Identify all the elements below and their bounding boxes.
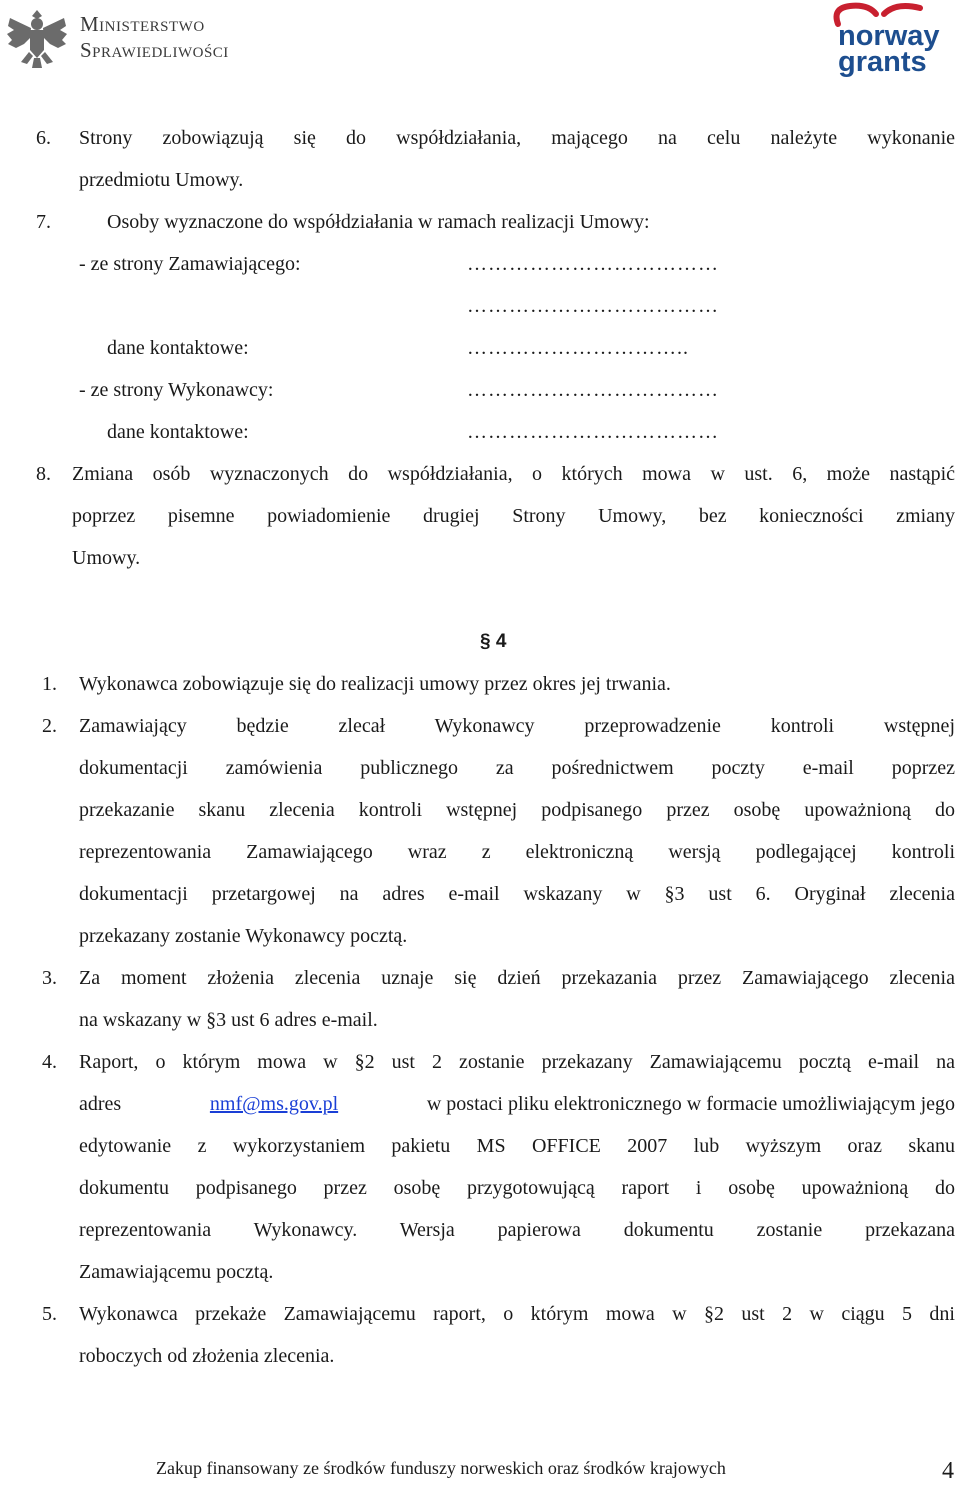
paragraph-line: dokumentacji zamówienia publicznego za pośrednictwem poczty e-mail poprzez [79,757,955,779]
eagle-emblem-icon [4,4,70,72]
paragraph-line: dokumentacji przetargowej na adres e-mail wskazany w §3 ust 6. Oryginał zlecenia [79,883,955,905]
ordering-party-label: - ze strony Zamawiającego: [79,253,301,275]
item-number: 7. [36,211,51,233]
paragraph-line: reprezentowania Zamawiającego wraz z elektroniczną wersją podlegającej kontroli [79,841,955,863]
paragraph-line: Raport, o którym mowa w §2 ust 2 zostanie przekazany Zamawiającemu pocztą e-mail na [79,1051,955,1073]
ordering-party-blank: ……………………………… [467,253,719,275]
item-number: 4. [42,1051,57,1073]
paragraph-line-with-link [79,1092,955,1116]
item-number: 3. [42,967,57,989]
paragraph-line: reprezentowania Wykonawcy. Wersja papierowa dokumentu zostanie przekazana [79,1219,955,1241]
norway-grants-logo [820,0,950,80]
item-number: 6. [36,127,51,149]
footer-funding-note: Zakup finansowany ze środków funduszy norweskich oraz środków krajowych [156,1458,726,1478]
contact-blank: ……………………………… [467,421,719,443]
ordering-party-blank-2: ……………………………… [467,295,719,317]
item-number: 1. [42,673,57,695]
ministry-name-line2: Sprawiedliwości [80,38,229,62]
paragraph-line: Zamawiającemu pocztą. [79,1261,274,1283]
paragraph-line: Osoby wyznaczone do współdziałania w ramach realizacji Umowy: [107,211,650,233]
paragraph-line: przedmiotu Umowy. [79,169,244,191]
paragraph-line: Wykonawca zobowiązuje się do realizacji umowy przez okres jej trwania. [79,673,671,695]
paragraph-line: przekazany zostanie Wykonawcy pocztą. [79,925,408,947]
grants-word-norway: norway [838,20,940,52]
email-link[interactable]: nmf@ms.gov.pl [209,1093,339,1115]
paragraph-line: Strony zobowiązują się do współdziałania, mającego na celu należyte wykonanie [79,127,955,149]
paragraph-line: na wskazany w §3 ust 6 adres e-mail. [79,1009,378,1031]
paragraph-line: Umowy. [72,547,141,569]
paragraph-line: Za moment złożenia zlecenia uznaje się dzień przekazania przez Zamawiającego zlecenia [79,967,955,989]
contractor-blank: ……………………………… [467,379,719,401]
item-number: 5. [42,1303,57,1325]
grants-word-grants: grants [838,46,927,78]
page-number: 4 [942,1458,954,1484]
paragraph-line: roboczych od złożenia zlecenia. [79,1345,335,1367]
contact-label: dane kontaktowe: [107,421,249,443]
contractor-label: - ze strony Wykonawcy: [79,379,274,401]
paragraph-line: przekazanie skanu zlecenia kontroli wstępnej podpisanego przez osobę upoważnioną do [79,799,955,821]
paragraph-line: dokumentu podpisanego przez osobę przygotowującą raport i osobę upoważnioną do [79,1177,955,1199]
paragraph-text: adres [79,1093,122,1115]
ministry-name-line1: Ministerstwo [80,12,205,36]
paragraph-line: edytowanie z wykorzystaniem pakietu MS OFFICE 2007 lub wyższym oraz skanu [79,1135,955,1157]
paragraph-line: Wykonawca przekaże Zamawiającemu raport, o którym mowa w §2 ust 2 w ciągu 5 dni [79,1303,955,1325]
paragraph-line: Zamawiający będzie zlecał Wykonawcy przeprowadzenie kontroli wstępnej [79,715,955,737]
paragraph-line: Zmiana osób wyznaczonych do współdziałania, o których mowa w ust. 6, może nastąpić [72,463,955,485]
paragraph-line: poprzez pisemne powiadomienie drugiej Strony Umowy, bez konieczności zmiany [72,505,955,527]
contact-label: dane kontaktowe: [107,337,249,359]
contact-blank: ………………………….. [467,337,689,359]
section-heading: § 4 [480,631,507,652]
item-number: 2. [42,715,57,737]
ministry-logo [0,0,260,75]
item-number: 8. [36,463,51,485]
paragraph-text: w postaci pliku elektronicznego w formacie umożliwiającym jego [426,1093,955,1115]
